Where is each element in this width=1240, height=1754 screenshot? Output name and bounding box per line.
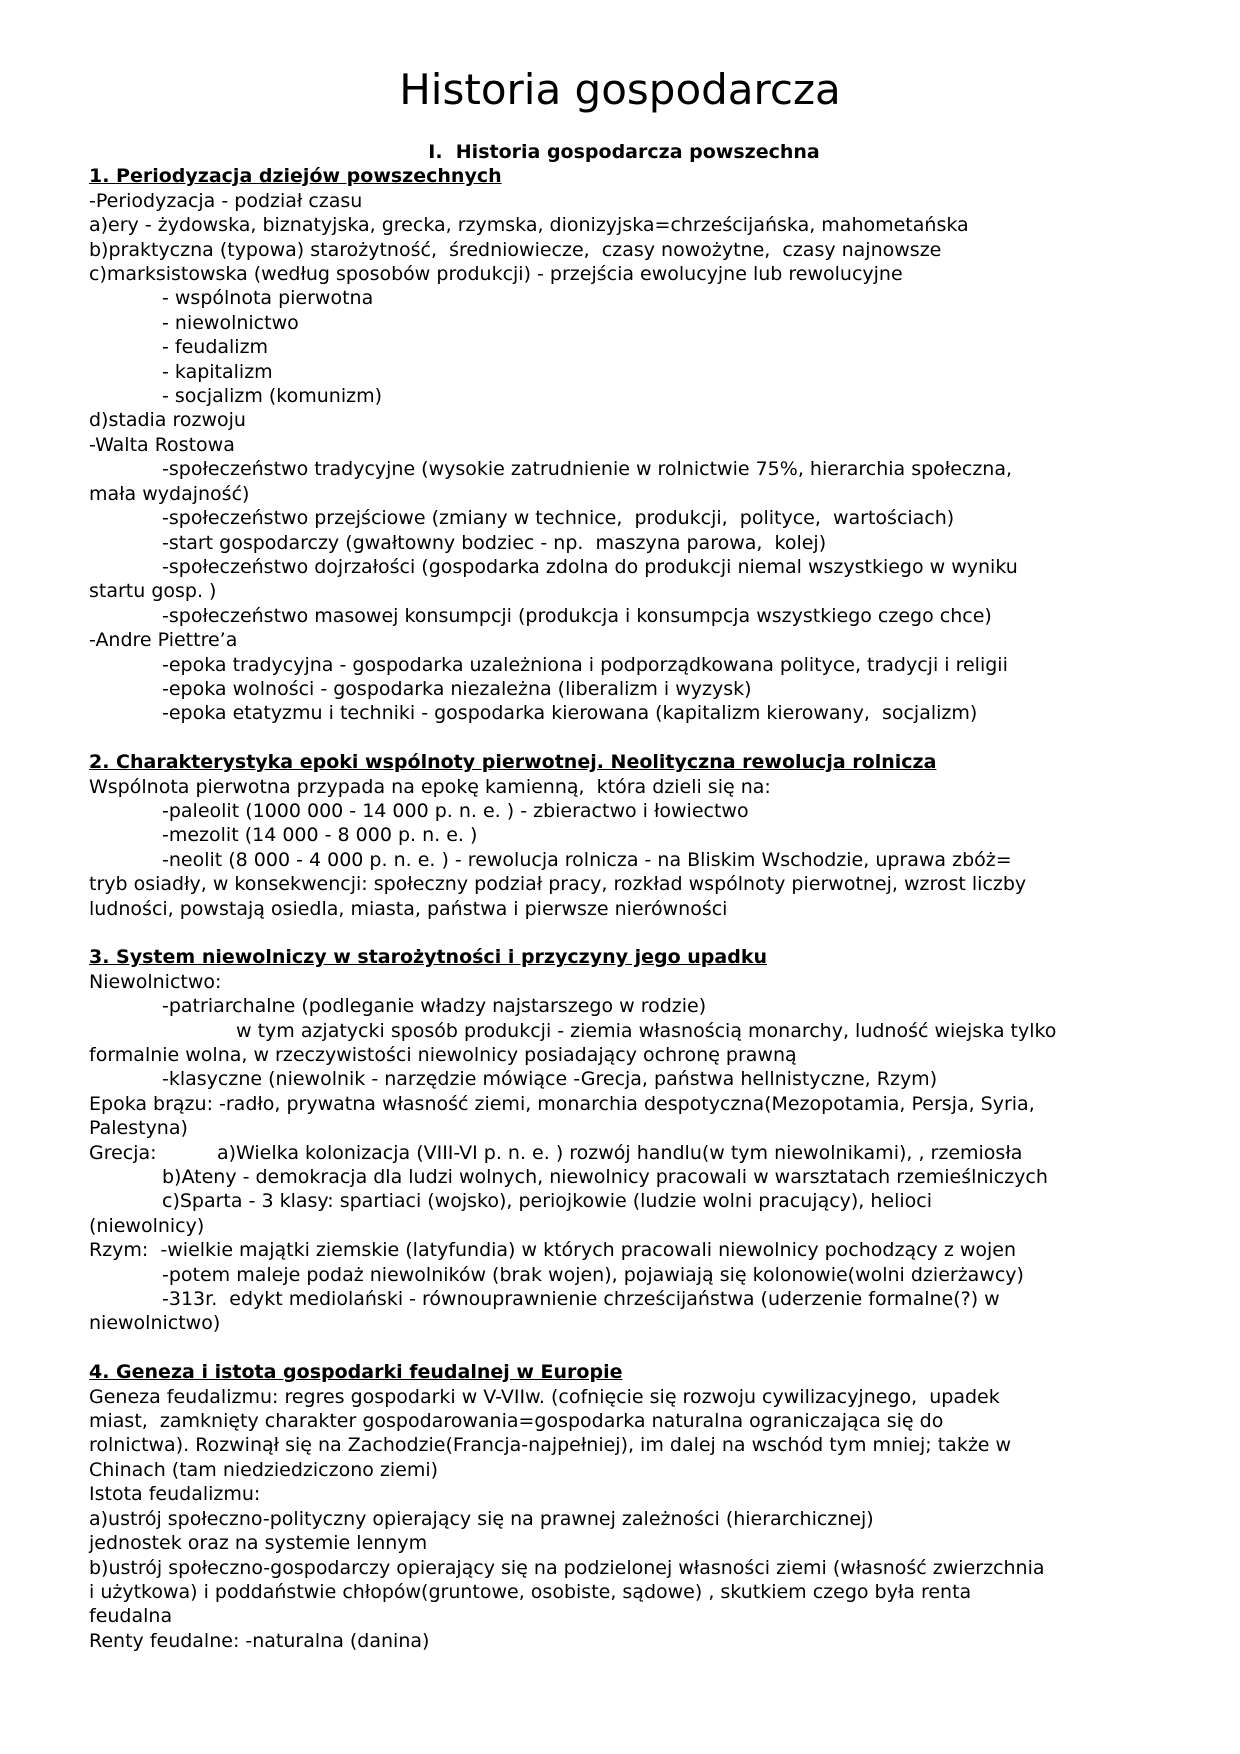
text-line: Wspólnota pierwotna przypada na epokę kamienną, która dzieli się na: (89, 775, 771, 798)
text-line: -społeczeństwo masowej konsumpcji (produkcja i konsumpcja wszystkiego czego chce) (162, 604, 992, 627)
text-line: - wspólnota pierwotna (162, 287, 374, 310)
text-line: a)ustrój społeczno-polityczny opierający się na prawnej zależności (hierarchicznej) (89, 1507, 874, 1530)
text-line: mała wydajność) (89, 482, 250, 505)
section-heading: 1. Periodyzacja dziejów powszechnych (89, 165, 502, 188)
part-heading: I. Historia gospodarcza powszechna (428, 141, 820, 163)
text-line: a)ery - żydowska, biznatyjska, grecka, rzymska, dionizyjska=chrześcijańska, mahometańska (89, 214, 969, 237)
text-line: -Walta Rostowa (89, 433, 235, 456)
text-line: -potem maleje podaż niewolników (brak wojen), pojawiają się kolonowie(wolni dzierżawcy) (162, 1263, 1024, 1286)
text-line: -Periodyzacja - podział czasu (89, 189, 363, 212)
text-line: -paleolit (1000 000 - 14 000 p. n. e. ) - zbieractwo i łowiectwo (162, 799, 749, 822)
text-line: -313r. edykt mediolański - równouprawnienie chrześcijaństwa (uderzenie formalne(?) w (162, 1288, 1000, 1311)
text-line: tryb osiadły, w konsekwencji: społeczny podział pracy, rozkład wspólnoty pierwotnej, wzrost liczby (89, 873, 1027, 896)
text-line: Geneza feudalizmu: regres gospodarki w V-VIIw. (cofnięcie się rozwoju cywilizacyjnego, upadek (89, 1385, 1000, 1408)
text-line: - socjalizm (komunizm) (162, 385, 382, 408)
text-line: Palestyna) (89, 1117, 188, 1140)
text-line: c)marksistowska (według sposobów produkcji) - przejścia ewolucyjne lub rewolucyjne (89, 263, 903, 286)
section-heading: 2. Charakterystyka epoki wspólnoty pierwotnej. Neolityczna rewolucja rolnicza (89, 751, 937, 774)
text-line: miast, zamknięty charakter gospodarowania=gospodarka naturalna ograniczająca się do (89, 1410, 944, 1433)
text-line: Rzym: -wielkie majątki ziemskie (latyfundia) w których pracowali niewolnicy pochodzący z wojen (89, 1239, 1017, 1262)
text-line: -epoka wolności - gospodarka niezależna (liberalizm i wyzysk) (162, 677, 752, 700)
text-line: Istota feudalizmu: (89, 1483, 261, 1506)
text-line: -patriarchalne (podleganie władzy najstarszego w rodzie) (162, 995, 707, 1018)
text-line: rolnictwa). Rozwinął się na Zachodzie(Francja-najpełniej), im dalej na wschód tym mniej; także w (89, 1434, 1012, 1457)
blank-line (89, 726, 1159, 750)
text-line: -epoka tradycyjna - gospodarka uzależniona i podporządkowana polityce, tradycji i religii (162, 653, 1008, 676)
text-line: -klasyczne (niewolnik - narzędzie mówiące -Grecja, państwa hellnistyczne, Rzym) (162, 1068, 938, 1091)
text-line: -społeczeństwo dojrzałości (gospodarka zdolna do produkcji niemal wszystkiego w wyniku (162, 555, 1018, 578)
blank-line (89, 1336, 1159, 1360)
text-line: (niewolnicy) (89, 1214, 205, 1237)
text-line: -społeczeństwo przejściowe (zmiany w technice, produkcji, polityce, wartościach) (162, 507, 955, 530)
section-heading: 3. System niewolniczy w starożytności i przyczyny jego upadku (89, 946, 767, 969)
text-line: Grecja: a)Wielka kolonizacja (VIII-VI p. n. e. ) rozwój handlu(w tym niewolnikami), , rzemiosła (89, 1141, 1023, 1164)
section-heading: 4. Geneza i istota gospodarki feudalnej w Europie (89, 1361, 623, 1384)
text-line: -Andre Piettre’a (89, 629, 238, 652)
document-title: Historia gospodarcza (399, 65, 841, 114)
text-line: -start gospodarczy (gwałtowny bodziec - np. maszyna parowa, kolej) (162, 531, 827, 554)
text-line: b)Ateny - demokracja dla ludzi wolnych, niewolnicy pracowali w warsztatach rzemieślniczych (162, 1166, 1048, 1189)
text-line: w tym azjatycki sposób produkcji - ziemia własnością monarchy, ludność wiejska tylko (236, 1019, 1057, 1042)
text-line: i użytkowa) i poddaństwie chłopów(gruntowe, osobiste, sądowe) , skutkiem czego była renta (89, 1580, 972, 1603)
text-line: -społeczeństwo tradycyjne (wysokie zatrudnienie w rolnictwie 75%, hierarchia społeczna, (162, 458, 1013, 481)
text-line: d)stadia rozwoju (89, 409, 246, 432)
text-line: niewolnictwo) (89, 1312, 221, 1335)
text-line: Chinach (tam niedziedziczono ziemi) (89, 1458, 439, 1481)
text-line: b)ustrój społeczno-gospodarczy opierający się na podzielonej własności ziemi (własność zwierzchnia (89, 1556, 1045, 1579)
document-body (89, 140, 1159, 1653)
text-line: feudalna (89, 1605, 173, 1628)
text-line: Niewolnictwo: (89, 970, 222, 993)
text-line: -neolit (8 000 - 4 000 p. n. e. ) - rewolucja rolnicza - na Bliskim Wschodzie, uprawa zbóż= (162, 848, 1012, 871)
text-line: - feudalizm (162, 336, 269, 359)
text-line: jednostek oraz na systemie lennym (89, 1532, 428, 1555)
text-line: formalnie wolna, w rzeczywistości niewolnicy posiadający ochronę prawną (89, 1044, 797, 1066)
text-line: Epoka brązu: -radło, prywatna własność ziemi, monarchia despotyczna(Mezopotamia, Persja, Syria, (89, 1092, 1035, 1115)
text-line: -mezolit (14 000 - 8 000 p. n. e. ) (162, 824, 478, 847)
text-line: Renty feudalne: -naturalna (danina) (89, 1629, 430, 1652)
text-line: b)praktyczna (typowa) starożytność, średniowiecze, czasy nowożytne, czasy najnowsze (89, 238, 942, 261)
text-line: -epoka etatyzmu i techniki - gospodarka kierowana (kapitalizm kierowany, socjalizm) (162, 702, 978, 725)
text-line: - kapitalizm (162, 360, 273, 383)
text-line: startu gosp. ) (89, 580, 217, 603)
blank-line (89, 921, 1159, 945)
text-line: c)Sparta - 3 klasy: spartiaci (wojsko), periojkowie (ludzie wolni pracujący), helioci (162, 1190, 933, 1213)
text-line: - niewolnictwo (162, 311, 299, 334)
text-line: ludności, powstają osiedla, miasta, państwa i pierwsze nierówności (89, 897, 728, 920)
